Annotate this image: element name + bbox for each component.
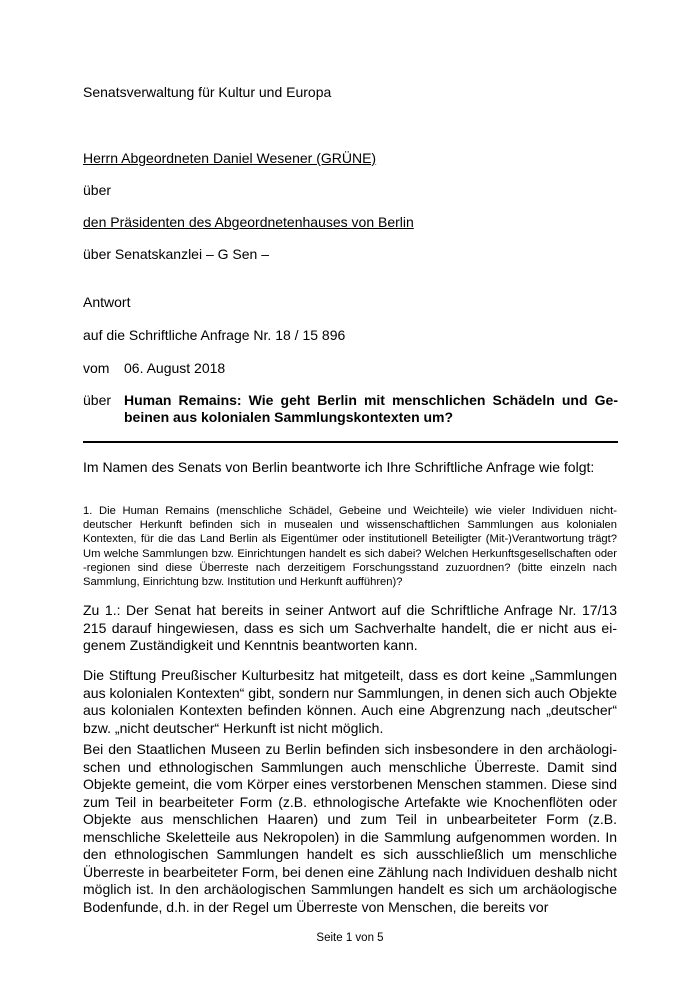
via-label: über (83, 182, 112, 198)
via-senate-chancellery: über Senatskanzlei – G Sen – (83, 246, 270, 262)
department-name: Senatsverwaltung für Kultur und Europa (83, 84, 332, 100)
answer-1-paragraph-1: Zu 1.: Der Senat hat bereits in seiner Antwort auf die Schriftliche Anfrage Nr. 17/13 215 darauf hingewiesen, dass es sich um Sachverhalte handelt, die er nicht aus eigenem Zuständigkeit und Kenntnis beantworten kann. (83, 602, 617, 653)
question-1: 1. Die Human Remains (menschliche Schädel, Gebeine und Weichteile) wie vieler Individuen nichtdeutscher Herkunft befinden sich in musealen und wissenschaftlichen Sammlungen aus kolonialen Kontexten, für die das Land Berlin als Eigentümer oder institutionell Beteiligter (Mit-)Verantwortung trägt? Um welche Sammlungen bzw. Einrichtungen handelt es sich dabei? Welchen Herkunftsgesellschaften oder -regionen sind diese Überreste nach derzeitigem Forschungsstand zuzuordnen? (bitte einzeln nach Sammlung, Einrichtung bzw. Institution und Herkunft aufführen)? (83, 505, 617, 589)
via-president: den Präsidenten des Abgeordnetenhauses von Berlin (83, 214, 414, 230)
subject-label: über (83, 392, 112, 408)
recipient: Herrn Abgeordneten Daniel Wesener (GRÜNE) (83, 150, 377, 166)
date-label: vom (83, 360, 110, 376)
header-divider (83, 441, 618, 443)
answer-1-paragraph-2: Die Stiftung Preußischer Kulturbesitz hat mitgeteilt, dass es dort keine „Sammlungen aus kolonialen Kontexten“ gibt, sondern nur Sammlungen, in denen sich auch Objekte aus kolonialen Kontexten befinden können. Auch eine Abgrenzung nach „deutscher“ bzw. „nicht deutscher“ Herkunft ist nicht möglich. (83, 667, 617, 736)
intro-sentence: Im Namen des Senats von Berlin beantworte ich Ihre Schriftliche Anfrage wie folgt: (83, 459, 595, 475)
inquiry-number: auf die Schriftliche Anfrage Nr. 18 / 15 896 (83, 327, 346, 343)
answer-label: Antwort (83, 294, 131, 310)
page-number: Seite 1 von 5 (316, 932, 384, 944)
answer-1-paragraph-3: Bei den Staatlichen Museen zu Berlin befinden sich insbesondere in den archäologischen und ethnologischen Sammlungen auch menschliche Überreste. Damit sind Objekte gemeint, die vom Körper eines verstorbenen Menschen stammen. Diese sind zum Teil in bearbeiteter Form (z.B. ethnologische Artefakte wie Knochenflöten oder Objekte aus menschlichen Haaren) und zum Teil in unbearbeiteter Form (z.B. menschliche Skeletteile aus Nekropolen) in die Sammlung aufgenommen worden. In den ethnologischen Sammlungen handelt es sich ausschließlich um menschliche Überreste in bearbeiteter Form, bei denen eine Zählung nach Individuen deshalb nicht möglich ist. In den archäologischen Sammlungen handelt es sich um archäologische Bodenfunde, d.h. in der Regel um Überreste von Menschen, die bereits vor (83, 741, 617, 915)
date-value: 06. August 2018 (124, 360, 226, 376)
subject-title: Human Remains: Wie geht Berlin mit menschlichen Schädeln und Gebeinen aus kolonialen Sammlungskontexten um? (124, 392, 618, 425)
